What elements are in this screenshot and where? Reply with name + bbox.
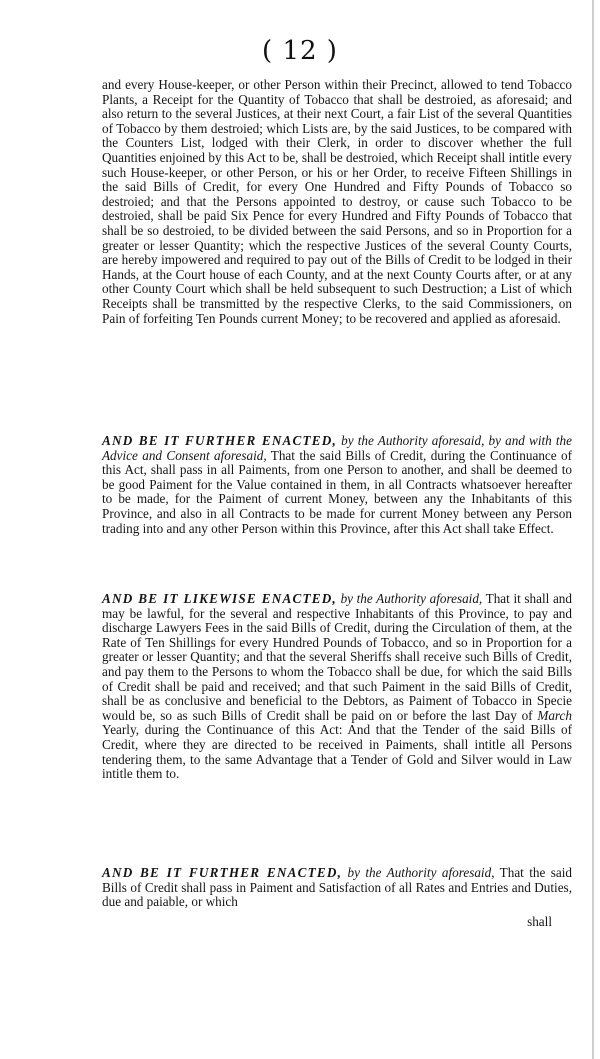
paragraph-2-lead-italic: by the Authority aforesaid, by and with the Advice and Consent aforesaid,: [102, 433, 573, 463]
paragraph-4-lead: AND BE IT FURTHER ENACTED,: [102, 865, 343, 880]
paragraph-2-lead: AND BE IT FURTHER ENACTED,: [102, 433, 338, 448]
page-number: ( 12 ): [262, 36, 338, 66]
paragraph-3-body-part-2: March: [537, 707, 572, 723]
paragraph-1: [102, 78, 572, 326]
paragraph-2: [102, 434, 572, 536]
paragraph-4-body: That the said Bills of Credit shall pass in Paiment and Satisfaction of all Rates and Entries and Duties, due and paiable, or which: [102, 865, 573, 910]
catchword: shall: [527, 914, 552, 929]
paragraph-3-lead: AND BE IT LIKEWISE ENACTED,: [102, 591, 337, 606]
paragraph-4: [102, 866, 572, 910]
paragraph-3-body-part-3: Yearly, during the Continuance of this Act: And that the Tender of the said Bills of Credit, where they are directed to be received in Paiments, shall intitle all Persons tendering them, to the same Advantage that a Tender of Gold and Silver would in Law intitle them to.: [102, 722, 572, 782]
paragraph-3: [102, 592, 572, 782]
paragraph-3-body-part-1: That it shall and may be lawful, for the several and respective Inhabitants of this Province, to pay and discharge Lawyers Fees in the said Bills of Credit, during the Circulation of them, at the Rate of Ten Shillings for every Hundred Pounds of Tobacco, and so in Proportion for a greater or lesser Quantity; and that the several Sheriffs shall receive such Bills of Credit, and pay them to the Persons to whom the Tobacco shall be due, for which the said Bills of Credit shall be paid and received; and that such Paiment in the said Bills of Credit, shall be as conclusive and beneficial to the Debtors, as Paiment of Tobacco in Specie would be, so as such Bills of Credit shall be paid on or before the last Day of: [102, 591, 572, 723]
paragraph-2-body: That the said Bills of Credit, during the Continuance of this Act, shall pass in all Paiments, from one Person to another, and shall be deemed to be good Paiment for the Value contained in them, in all Contracts whatsoever hereafter to be made, for the Paiment of current Money, between any the Inhabitants of this Province, and also in all Contracts to be made for current Money between any Person trading into and any other Person within this Province, after this Act shall take Effect.: [102, 447, 572, 536]
paragraph-1-body: and every House-keeper, or other Person within their Precinct, allowed to tend Tobacco Plants, a Receipt for the Quantity of Tobacco that shall be destroied, as aforesaid; and also return to the several Justices, at their next Court, a fair List of the several Quantities of Tobacco by them destroied; which Lists are, by the said Justices, to be compared with the Counters List, lodged with their Clerk, in order to discover whether the full Quantities enjoined by this Act to be, shall be destroied, which Receipt shall intitle every such House-keeper, or other Person, or his or her Order, to receive Fifteen Shillings in the said Bills of Credit, for every One Hundred and Fifty Pounds of Tobacco so destroied; and that the Persons appointed to destroy, or cause such Tobacco to be destroied, shall be paid Six Pence for every Hundred and Fifty Pounds of Tobacco that shall be so destroied, to be divided between the said Persons, and so in Proportion for a greater or lesser Quantity; which the respective Justices of the several County Courts, are hereby impowered and required to pay out of the Bills of Credit to be lodged in their Hands, at the Court house of each County, and at the next County Courts after, or at any other County Court which shall be held subsequent to such Destruction; a List of which Receipts shall be transmitted by the respective Clerks, to the said Commissioners, on Pain of forfeiting Ten Pounds current Money; to be recovered and applied as aforesaid.: [102, 77, 572, 326]
paragraph-4-lead-italic: by the Authority aforesaid,: [347, 865, 495, 880]
paragraph-3-lead-italic: by the Authority aforesaid,: [340, 591, 483, 606]
page-edge-shadow: [592, 0, 594, 1059]
